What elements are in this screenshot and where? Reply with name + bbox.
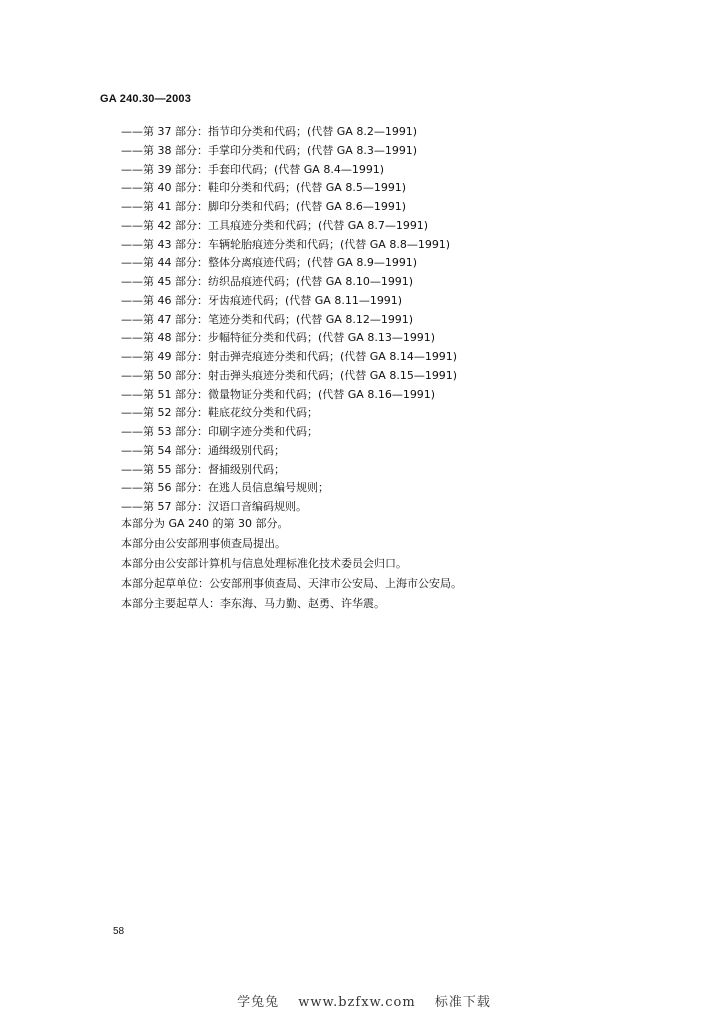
note-paragraph: 本部分主要起草人：李东海、马力勤、赵勇、许华震。	[121, 597, 385, 610]
footer-tagline: 标准下载	[434, 995, 491, 1010]
list-item: ——第 46 部分：牙齿痕迹代码；(代替 GA 8.11—1991)	[121, 293, 403, 307]
page-number: 58	[113, 926, 125, 937]
list-item: ——第 40 部分：鞋印分类和代码；(代替 GA 8.5—1991)	[121, 181, 407, 195]
note-paragraph: 本部分由公安部刑事侦查局提出。	[121, 537, 286, 550]
foreword-notes	[121, 514, 462, 614]
footer-site-url[interactable]: www.bzfxw.com	[298, 995, 416, 1010]
list-item: ——第 56 部分：在逃人员信息编号规则；	[121, 481, 329, 495]
list-item: ——第 51 部分：微量物证分类和代码；(代替 GA 8.16—1991)	[121, 387, 436, 401]
list-item: ——第 39 部分：手套印代码；(代替 GA 8.4—1991)	[121, 162, 385, 176]
footer-site-name: 学兔兔	[237, 995, 280, 1010]
note-paragraph: 本部分由公安部计算机与信息处理标准化技术委员会归口。	[121, 557, 407, 570]
list-item: ——第 45 部分：纺织品痕迹代码；(代替 GA 8.10—1991)	[121, 275, 414, 288]
note-paragraph: 本部分起草单位：公安部刑事侦查局、天津市公安局、上海市公安局。	[121, 577, 462, 590]
list-item: ——第 44 部分：整体分离痕迹代码；(代替 GA 8.9—1991)	[121, 256, 418, 270]
list-item: ——第 42 部分：工具痕迹分类和代码；(代替 GA 8.7—1991)	[121, 218, 429, 232]
list-item: ——第 52 部分：鞋底花纹分类和代码；	[121, 406, 318, 420]
list-item: ——第 50 部分：射击弹头痕迹分类和代码；(代替 GA 8.15—1991)	[121, 368, 458, 382]
list-item: ——第 43 部分：车辆轮胎痕迹分类和代码；(代替 GA 8.8—1991)	[121, 237, 451, 251]
list-item: ——第 54 部分：通缉级别代码；	[121, 443, 285, 457]
list-item: ——第 57 部分：汉语口音编码规则。	[121, 500, 307, 513]
list-item: ——第 47 部分：笔迹分类和代码；(代替 GA 8.12—1991)	[121, 312, 414, 326]
list-item: ——第 48 部分：步幅特征分类和代码；(代替 GA 8.13—1991)	[121, 331, 436, 345]
list-item: ——第 49 部分：射击弹壳痕迹分类和代码；(代替 GA 8.14—1991)	[121, 350, 458, 363]
note-paragraph: 本部分为 GA 240 的第 30 部分。	[121, 517, 289, 530]
list-item: ——第 55 部分：督捕级别代码；	[121, 462, 285, 476]
list-item: ——第 37 部分：指节印分类和代码；(代替 GA 8.2—1991)	[121, 125, 418, 138]
list-item: ——第 53 部分：印刷字迹分类和代码；	[121, 425, 318, 438]
footer-watermark	[0, 991, 728, 1010]
list-item: ——第 41 部分：脚印分类和代码；(代替 GA 8.6—1991)	[121, 200, 407, 213]
parts-list	[121, 123, 457, 517]
standard-number-header: GA 240.30—2003	[100, 93, 192, 105]
list-item: ——第 38 部分：手掌印分类和代码；(代替 GA 8.3—1991)	[121, 143, 418, 157]
